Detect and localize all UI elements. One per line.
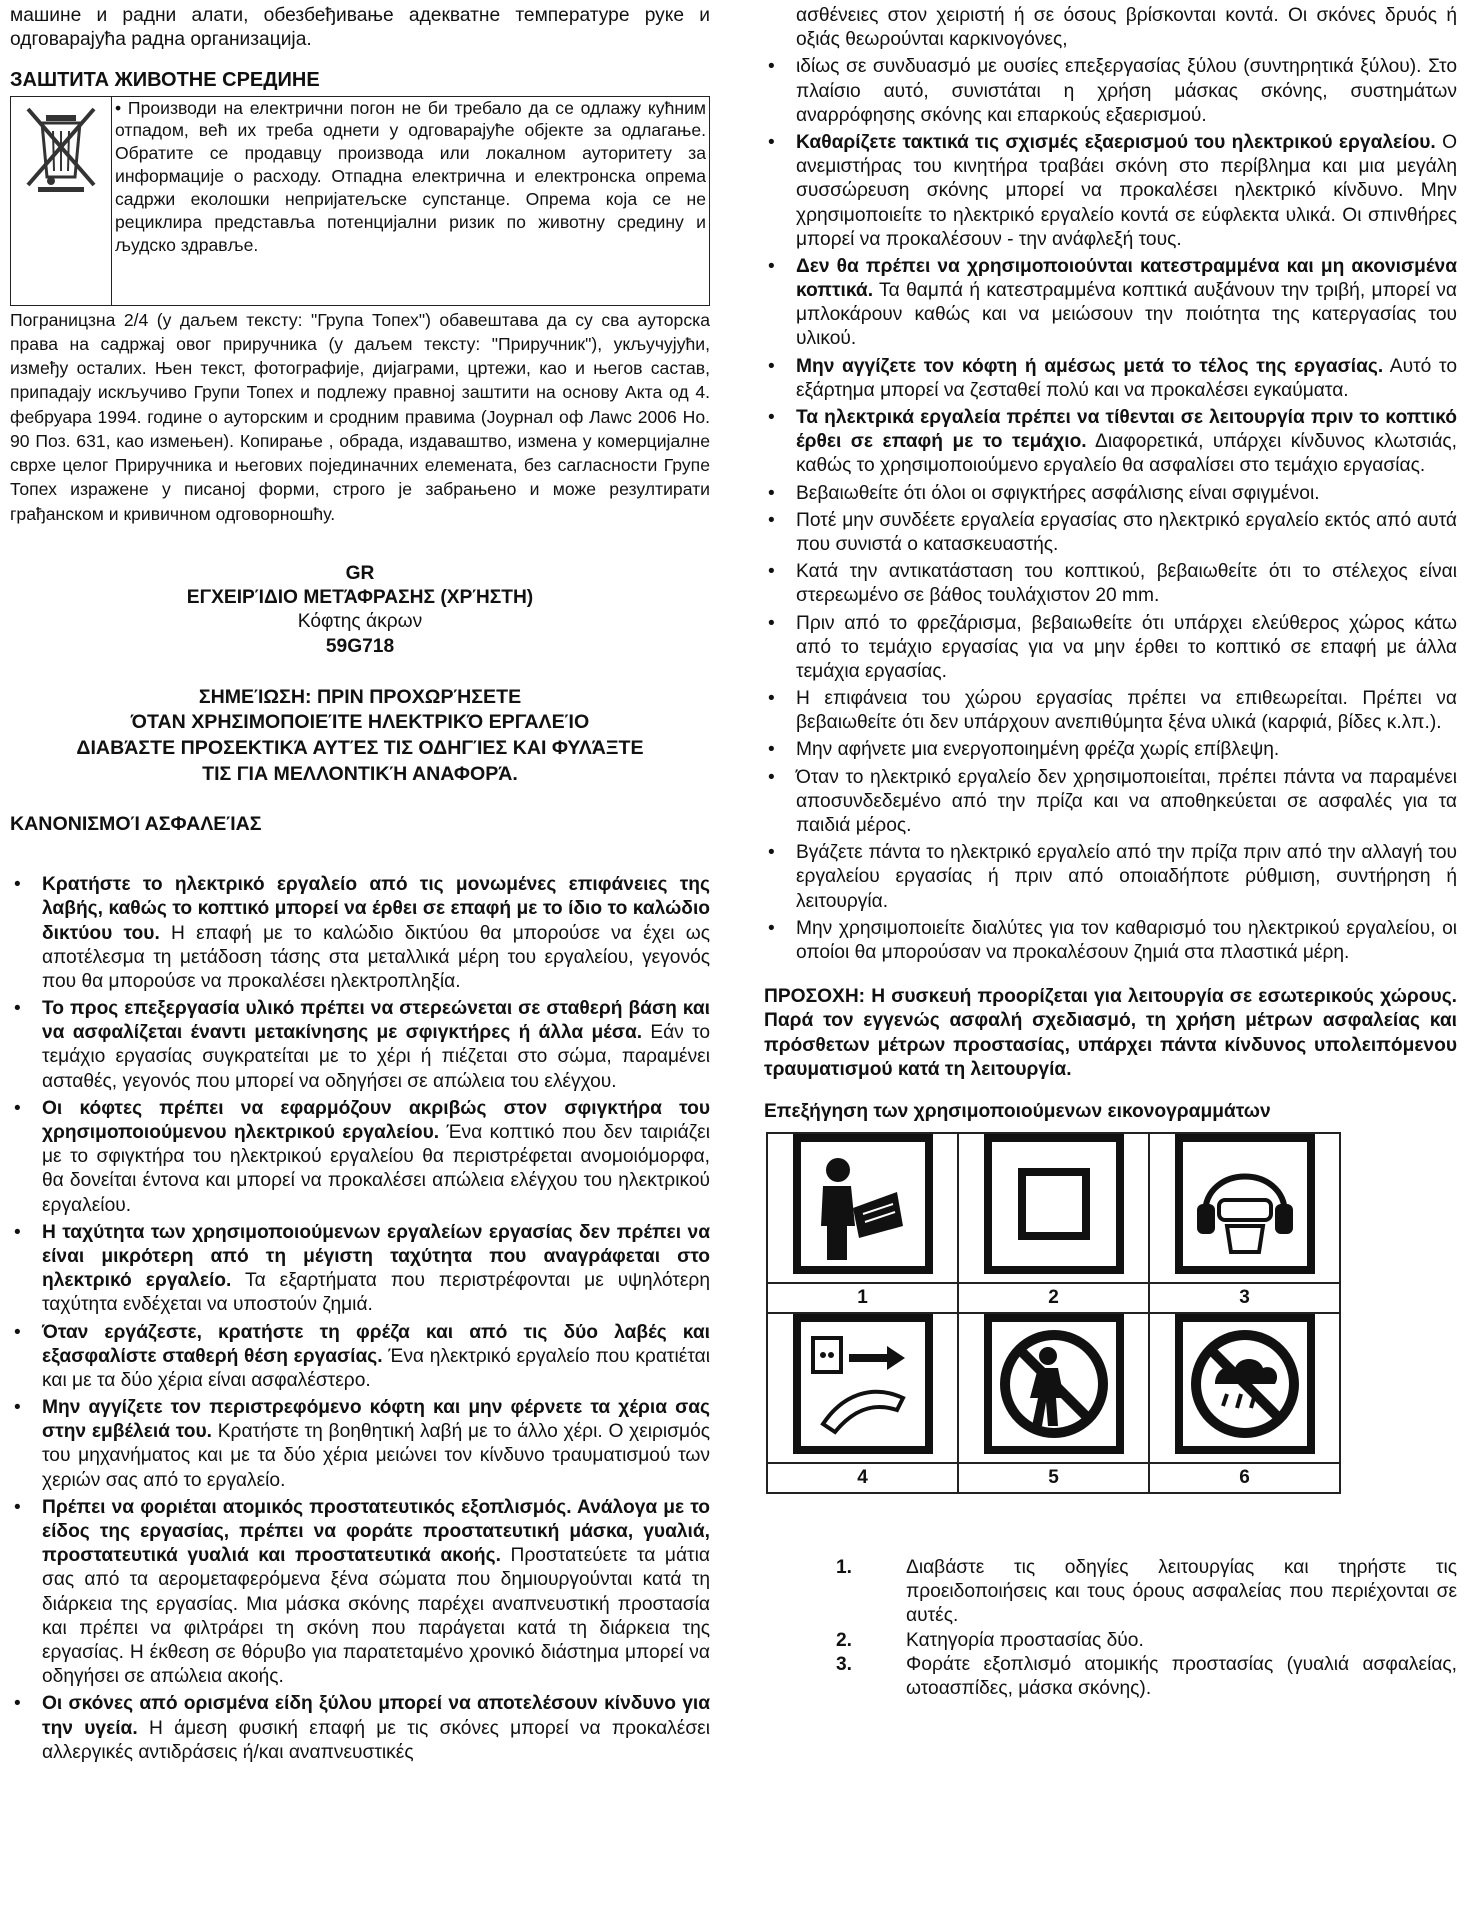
list-item: • Μην αγγίζετε τον κόφτη ή αμέσως μετά το τέλος της εργασίας. Αυτό το εξάρτημα μπορεί να ζεσταθεί πολύ και να προκαλέσει εγκαύματα. bbox=[768, 355, 1457, 401]
list-item: • ιδίως σε συνδυασμό με ουσίες επεξεργασίας ξύλου (συντηρητικά ξύλου). Στο πλαίσιο αυτό, συνιστάται η χρήση μάσκας σκόνης, συστημάτων αναρρόφησης σκόνης και επαρκούς εξαερισμού. bbox=[768, 56, 1457, 126]
icon-number: 3 bbox=[1149, 1283, 1340, 1313]
list-item: • Μην αγγίζετε τον περιστρεφόμενο κόφτη και μην φέρνετε τα χέρια σας στην εμβέλειά του. Κρατήστε τη βοηθητική λαβή με το άλλο χέρι. Ο χειρισμός του μηχανήματος και με τα δύο χέρια μειώνει τον κίνδυνο τραυματισμού των χεριών σας από το εργαλείο. bbox=[14, 1397, 711, 1491]
list-item: 3. Φοράτε εξοπλισμό ατομικής προστασίας (γυαλιά ασφαλείας, ωτοασπίδες, μάσκα σκόνης). bbox=[836, 1653, 1457, 1699]
environment-text: • Производи на електрични погон не би требало да се одлажу кућним отпадом, већ их треба однети у одговарајуће објекте за одлагање. Обратите се продавцу производа или локалном ауторитету за информације о расходу. Отпадна електрична и електронска опрема садржи еколошки непријатељске супстанце. Опрема која се не рециклира представља потенцијални ризик по животну средину и људско здравље. bbox=[115, 97, 706, 255]
list-item: • Όταν το ηλεκτρικό εργαλείο δεν χρησιμοποιείται, πρέπει πάντα να παραμένει αποσυνδεδεμένο από την πρίζα και να αποθηκεύεται σε ασφαλές για τα παιδιά μέρος. bbox=[768, 766, 1457, 836]
protection-class-two-icon bbox=[958, 1133, 1149, 1283]
icon-number: 4 bbox=[767, 1463, 958, 1493]
note-line: ΣΗΜΕΊΩΣΗ: ΠΡΙΝ ΠΡΟΧΩΡΉΣΕΤΕ bbox=[198, 685, 522, 708]
list-item: • Μην αφήνετε μια ενεργοποιημένη φρέζα χωρίς επίβλεψη. bbox=[768, 739, 1280, 761]
list-item: • Τα ηλεκτρικά εργαλεία πρέπει να τίθενται σε λειτουργία πριν το κοπτικό έρθει σε επαφή με το τεμάχιο. Διαφορετικά, υπάρχει κίνδυνος κλωτσιάς, καθώς το χρησιμοποιούμενο εργαλείο θα ασφαλίσει στο τεμάχιο εργασίας. bbox=[768, 407, 1457, 477]
list-item: • Οι σκόνες από ορισμένα είδη ξύλου μπορεί να αποτελέσουν κίνδυνο για την υγεία. Η άμεση φυσική επαφή με τις σκόνες μπορεί να προκαλέσει αλλεργικές αντιδράσεις ή/και αναπνευστικές bbox=[14, 1693, 710, 1763]
pictogram-table bbox=[766, 1132, 1341, 1494]
list-item: • Μην χρησιμοποιείτε διαλύτες για τον καθαρισμό του ηλεκτρικού εργαλείου, οι οποίοι θα μπορούσαν να προκαλέσουν ζημιά στα πλαστικά μέρη. bbox=[768, 917, 1457, 963]
list-item: 2. Κατηγορία προστασίας δύο. bbox=[836, 1629, 1144, 1651]
protective-equipment-icon bbox=[1149, 1133, 1340, 1283]
right-continuation: ασθένειες στον χειριστή ή σε όσους βρίσκονται κοντά. Οι σκόνες δρυός ή οξιάς θεωρούνται καρκινογόνες, bbox=[796, 5, 1457, 51]
left-safety-list bbox=[10, 873, 710, 1765]
list-item: • Το προς επεξεργασία υλικό πρέπει να στερεώνεται σε σταθερή βάση και να ασφαλίζεται έναντι μετακίνησης με σφιγκτήρες ή άλλα μέσα. Εάν το τεμάχιο εργασίας συγκρατείται με το χέρι ή πιέζεται στο σώμα, παραμένει ασταθές, γεγονός που μπορεί να οδηγήσει σε απώλεια του ελέγχου. bbox=[14, 998, 710, 1092]
left-column bbox=[10, 4, 710, 1768]
list-item: • Κρατήστε το ηλεκτρικό εργαλείο από τις μονωμένες επιφάνειες της λαβής, καθώς το κοπτικό μπορεί να έρθει σε επαφή με το ίδιο το καλώδιο δικτύου του. Η επαφή με το καλώδιο δικτύου θα μπορούσε να έχει ως αποτέλεσμα τη μετάδοση τάσης στα μεταλλικά μέρη του εργαλείου, γεγονός που θα μπορούσε να προκαλέσει ηλεκτροπληξία. bbox=[14, 874, 710, 992]
list-item: • Οι κόφτες πρέπει να εφαρμόζουν ακριβώς στον σφιγκτήρα του χρησιμοποιούμενου ηλεκτρικού εργαλείου. Ένα κοπτικό που δεν ταιριάζει με το σφιγκτήρα του ηλεκτρικού εργαλείου θα περιστρέφεται ανομοιόμορφα, θα δονείται έντονα και μπορεί να προκαλέσει απώλεια ελέγχου του ηλεκτρικού εργαλείου. bbox=[14, 1097, 710, 1216]
product-name: Κόφτης άκρων bbox=[297, 611, 423, 633]
icon-number: 6 bbox=[1149, 1463, 1340, 1493]
icon-number: 2 bbox=[958, 1283, 1149, 1313]
list-item: • Δεν θα πρέπει να χρησιμοποιούνται κατεστραμμένα και μη ακονισμένα κοπτικά. Τα θαμπά ή κατεστραμμένα κοπτικά αυξάνουν την τριβή, μπορεί να μπλοκάρουν καθώς και να μειώσουν την ποιότητα της κατεργασίας του υλικού. bbox=[768, 255, 1457, 350]
list-item: • Η επιφάνεια του χώρου εργασίας πρέπει να επιθεωρείται. Πρέπει να βεβαιωθείτε ότι δεν υπάρχουν ανεπιθύμητα ξένα υλικά (καρφιά, βίδες κ.λπ.). bbox=[768, 688, 1457, 734]
unplug-icon bbox=[767, 1313, 958, 1463]
right-column bbox=[764, 4, 1457, 1701]
list-item: • Ποτέ μην συνδέετε εργαλεία εργασίας στο ηλεκτρικό εργαλείο εκτός από αυτά που συνιστά ο κατασκευαστής. bbox=[768, 509, 1457, 555]
environment-box bbox=[10, 96, 710, 306]
manual-header bbox=[10, 562, 710, 659]
manual-title: ΕΓΧΕΙΡΊΔΙΟ ΜΕΤΆΦΡΑΣΗΣ (ΧΡΉΣΤΗ) bbox=[186, 587, 534, 609]
pictogram-heading: Επεξήγηση των χρησιμοποιούμενων εικονογραμμάτων bbox=[764, 1100, 1271, 1122]
list-item: • Πριν από το φρεζάρισμα, βεβαιωθείτε ότι υπάρχει ελεύθερος χώρος κάτω από το τεμάχιο εργασίας για να μην έρθει το κοπτικό σε επαφή με άλλα τεμάχια εργασίας. bbox=[768, 612, 1457, 682]
list-item: • Κατά την αντικατάσταση του κοπτικού, βεβαιωθείτε ότι το στέλεχος είναι στερεωμένο σε βάθος τουλάχιστον 20 mm. bbox=[768, 561, 1457, 607]
copyright-notice: Пограницзна 2/4 (у даљем тексту: "Група Топех") обавештава да су сва ауторска права на садржај овог приручника (у даљем тексту: "Приручник"), укључујући, између осталих. Њен текст, фотографије, дијаграми, цртежи, као и његов састав, припадају искључиво Групи Топех и подлежу правној заштити на основу Акта од 4. фебруара 1994. године о ауторским и сродним правима (Јоурнал оф Лаwс 2006 Но. 90 Поз. 631, као измењен). Копирање , обрада, издаваштво, измена у комерцијалне сврхе целог Приручника и његових појединачних елемената, без сагласности Групе Топех изражене у писаној форми, строго је забрањено и може резултирати грађанском и кривичном одговорношћу. bbox=[10, 309, 710, 524]
read-manual-icon bbox=[767, 1133, 958, 1283]
note-line: ΌΤΑΝ ΧΡΗΣΙΜΟΠΟΙΕΊΤΕ ΗΛΕΚΤΡΙΚΌ ΕΡΓΑΛΕΊΟ bbox=[130, 711, 590, 734]
list-item: • Καθαρίζετε τακτικά τις σχισμές εξαερισμού του ηλεκτρικού εργαλείου. Ο ανεμιστήρας του κινητήρα τραβάει σκόνη στο περίβλημα και μια μεγάλη συσσώρευση σκόνης μπορεί να προκαλέσει ηλεκτρικό κίνδυνο. Μην χρησιμοποιείτε το ηλεκτρικό εργαλείο κοντά σε εύφλεκτα υλικά. Οι σπινθήρες μπορεί να προκαλέσουν - την ανάφλεξή τους. bbox=[768, 131, 1457, 250]
crossed-bin-icon bbox=[11, 97, 112, 305]
note-line: ΤΙΣ ΓΙΑ ΜΕΛΛΟΝΤΙΚΉ ΑΝΑΦΟΡΆ. bbox=[202, 762, 518, 785]
note-line: ΔΙΑΒΆΣΤΕ ΠΡΟΣΕΚΤΙΚΆ ΑΥΤΈΣ ΤΙΣ ΟΔΗΓΊΕΣ ΚΑΙ ΦΥΛΆΞΤΕ bbox=[76, 737, 644, 760]
list-item: • Όταν εργάζεστε, κρατήστε τη φρέζα και από τις δύο λαβές και εξασφαλίστε σταθερή θέση εργασίας. Ένα ηλεκτρικό εργαλείο που κρατιέται και με τα δύο χέρια είναι ασφαλέστερο. bbox=[14, 1321, 710, 1391]
icon-number: 1 bbox=[767, 1283, 958, 1313]
intro-continuation: машине и радни алати, обезбеђивање адекватне температуре руке и одговарајућа радна организација. bbox=[10, 5, 710, 51]
language-code: GR bbox=[345, 562, 375, 584]
caution-warning: ΠΡΟΣΟΧΗ: Η συσκευή προορίζεται για λειτουργία σε εσωτερικούς χώρους. Παρά τον εγγενώς ασφαλή σχεδιασμό, τη χρήση μέτρων ασφαλείας και πρόσθετων μέτρων προστασίας, υπάρχει πάντα κίνδυνος υπολειπόμενου τραυματισμού κατά τη λειτουργία. bbox=[764, 986, 1457, 1080]
no-children-icon bbox=[958, 1313, 1149, 1463]
list-item: • Βεβαιωθείτε ότι όλοι οι σφιγκτήρες ασφάλισης είναι σφιγμένοι. bbox=[768, 482, 1320, 504]
pictogram-explanations bbox=[836, 1556, 1457, 1701]
list-item: • Βγάζετε πάντα το ηλεκτρικό εργαλείο από την πρίζα πριν από την αλλαγή του εργαλείου εργασίας ή πριν από οποιαδήποτε ρύθμιση, συντήρηση ή λειτουργία. bbox=[768, 842, 1457, 912]
icon-number: 5 bbox=[958, 1463, 1149, 1493]
list-item: • Πρέπει να φοριέται ατομικός προστατευτικός εξοπλισμός. Ανάλογα με το είδος της εργασίας, πρέπει να φοράτε προστατευτική μάσκα, γυαλιά, προστατευτικά γυαλιά και προστατευτικά ακοής. Προστατεύετε τα μάτια σας από τα αερομεταφερόμενα ξένα σώματα που δημιουργούνται κατά τη διάρκεια της εργασίας. Μια μάσκα σκόνης παρέχει αναπνευστική προστασία και πρέπει να φιλτράρει τη σκόνη που παράγεται κατά τη διάρκεια της εργασίας. Η έκθεση σε θόρυβο για παρατεταμένο χρονικό διάστημα μπορεί να οδηγήσει σε απώλεια ακοής. bbox=[14, 1496, 710, 1688]
note-block bbox=[10, 685, 710, 787]
model-number: 59G718 bbox=[325, 635, 395, 657]
list-item: • Η ταχύτητα των χρησιμοποιούμενων εργαλείων εργασίας δεν πρέπει να είναι μικρότερη από τη μέγιστη ταχύτητα που αναγράφεται στο ηλεκτρικό εργαλείο. Τα εξαρτήματα που περιστρέφονται με υψηλότερη ταχύτητα ενδέχεται να υποστούν ζημιά. bbox=[14, 1221, 710, 1316]
environment-heading: ЗАШТИТА ЖИВОТНЕ СРЕДИНЕ bbox=[10, 69, 320, 92]
no-rain-icon bbox=[1149, 1313, 1340, 1463]
safety-rules-title: ΚΑΝΟΝΙΣΜΟΊ ΑΣΦΑΛΕΊΑΣ bbox=[10, 813, 262, 836]
right-safety-list bbox=[764, 55, 1457, 965]
list-item: 1. Διαβάστε τις οδηγίες λειτουργίας και τηρήστε τις προειδοποιήσεις και τους όρους ασφαλείας που περιέχονται σε αυτές. bbox=[836, 1557, 1457, 1627]
